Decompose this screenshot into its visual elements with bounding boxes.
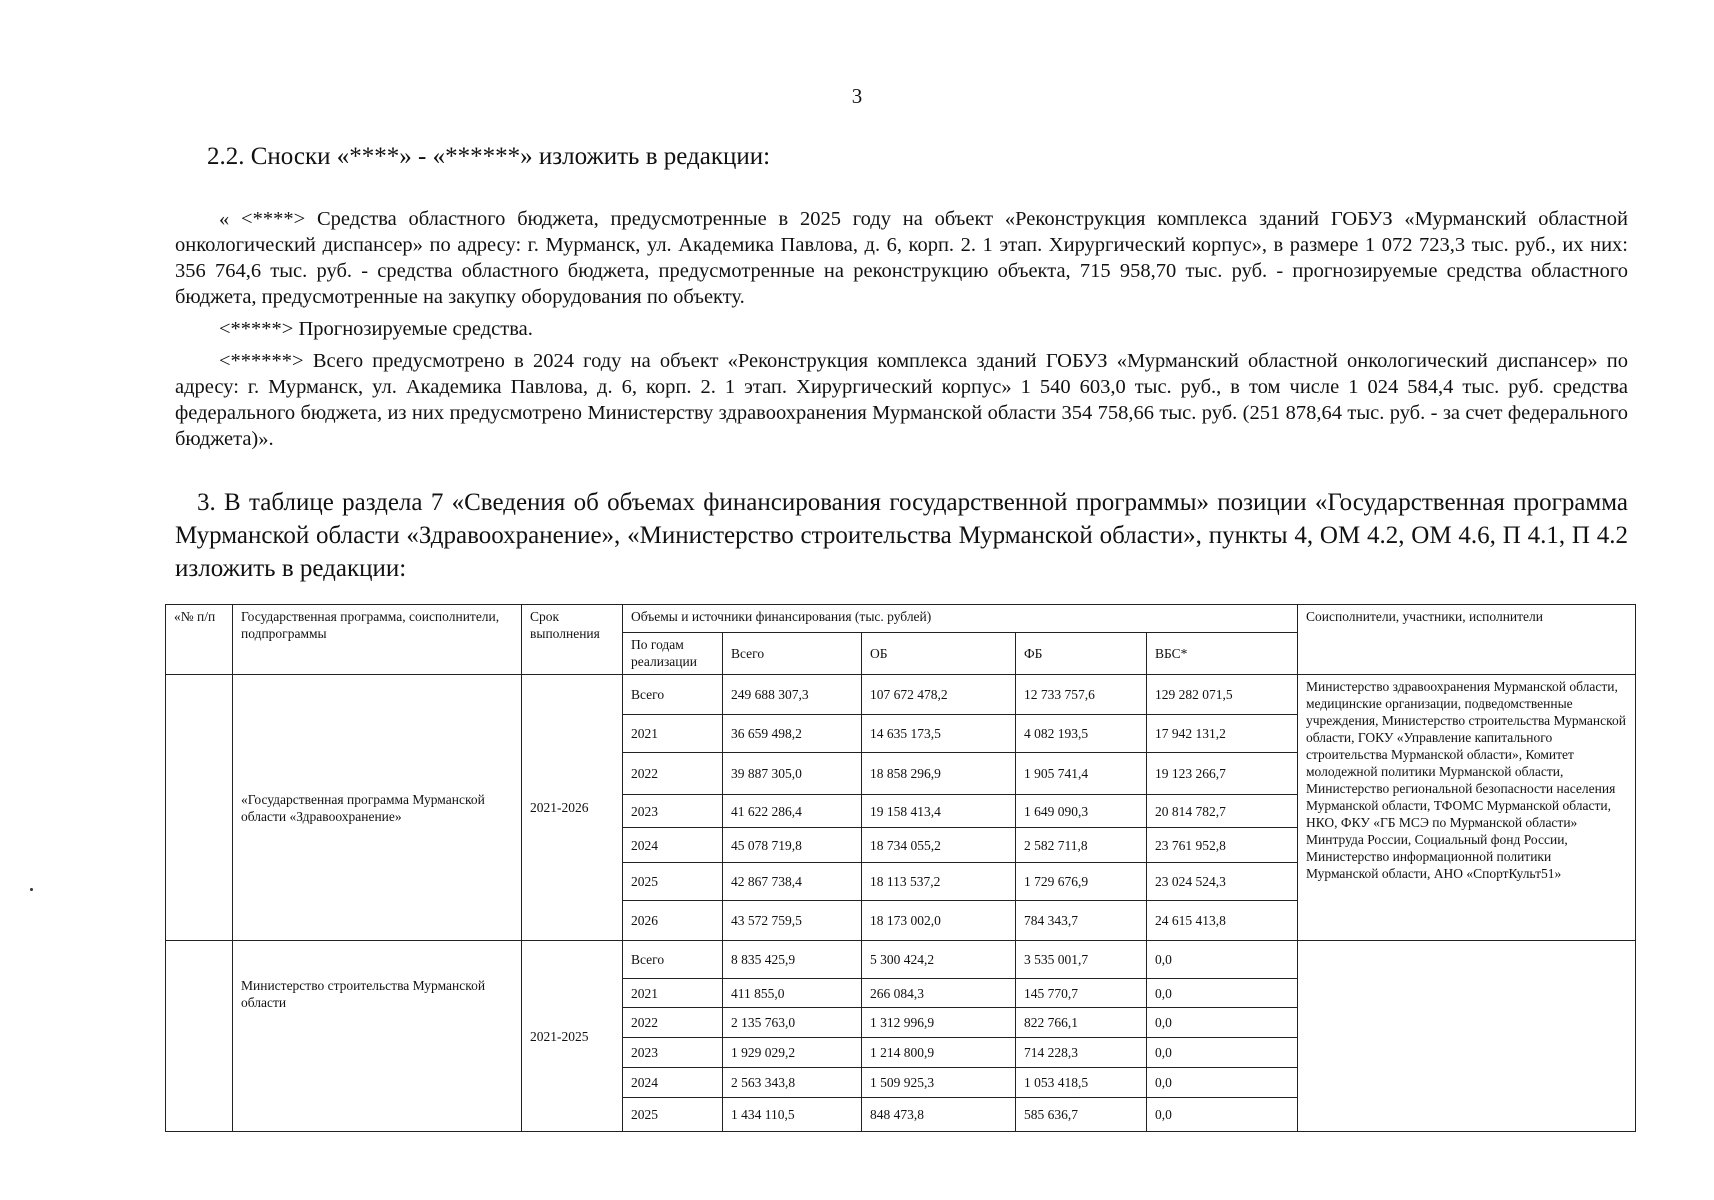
- year-cell: 2023: [623, 795, 723, 828]
- total-cell: 45 078 719,8: [723, 828, 862, 863]
- total-cell: 1 434 110,5: [723, 1098, 862, 1132]
- year-cell: Всего: [623, 941, 723, 979]
- ob-cell: 1 312 996,9: [862, 1008, 1016, 1038]
- total-cell: 42 867 738,4: [723, 863, 862, 901]
- vbs-cell: 0,0: [1147, 1068, 1298, 1098]
- vbs-cell: 129 282 071,5: [1147, 675, 1298, 715]
- block2-term: 2021-2025: [522, 941, 623, 1132]
- total-cell: 8 835 425,9: [723, 941, 862, 979]
- year-cell: 2024: [623, 1068, 723, 1098]
- fb-cell: 1 905 741,4: [1016, 753, 1147, 795]
- ob-cell: 5 300 424,2: [862, 941, 1016, 979]
- total-cell: 43 572 759,5: [723, 901, 862, 941]
- block2-num: [166, 941, 233, 1132]
- section-2-2-heading: 2.2. Сноски «****» - «******» изложить в редакции:: [207, 143, 771, 170]
- fb-cell: 2 582 711,8: [1016, 828, 1147, 863]
- ob-cell: 1 509 925,3: [862, 1068, 1016, 1098]
- vbs-cell: 23 761 952,8: [1147, 828, 1298, 863]
- fb-cell: 12 733 757,6: [1016, 675, 1147, 715]
- footnote-6: <******> Всего предусмотрено в 2024 году на объект «Реконструкция комплекса зданий ГОБУЗ «Мурманский областной онкологический диспансер» по адресу: г. Мурманск, ул. Академика Павлова, д. 6, корп. 2. 1 этап. Хирургический корпус» 1 540 603,0 тыс. руб., в том числе 1 024 584,4 тыс. руб. средства федерального бюджета, из них предусмотрено Министерству здравоохранения Мурманской области 354 758,66 тыс. руб. (251 878,64 тыс. руб. - за счет федерального бюджета)».: [175, 350, 1628, 450]
- ob-cell: 18 113 537,2: [862, 863, 1016, 901]
- year-cell: 2024: [623, 828, 723, 863]
- block1-program: «Государственная программа Мурманской области «Здравоохранение»: [233, 675, 522, 941]
- fb-cell: 3 535 001,7: [1016, 941, 1147, 979]
- ob-cell: 266 084,3: [862, 979, 1016, 1008]
- fb-cell: 1 729 676,9: [1016, 863, 1147, 901]
- ob-cell: 14 635 173,5: [862, 715, 1016, 753]
- vbs-cell: 19 123 266,7: [1147, 753, 1298, 795]
- total-cell: 41 622 286,4: [723, 795, 862, 828]
- block2-program: Министерство строительства Мурманской области: [233, 941, 522, 1132]
- vbs-cell: 24 615 413,8: [1147, 901, 1298, 941]
- header-program: Государственная программа, соисполнители, подпрограммы: [233, 605, 522, 675]
- table-row: [166, 675, 1636, 715]
- year-cell: 2026: [623, 901, 723, 941]
- page-number: 3: [851, 84, 863, 108]
- total-cell: 411 855,0: [723, 979, 862, 1008]
- year-cell: 2025: [623, 863, 723, 901]
- year-cell: 2022: [623, 1008, 723, 1038]
- fb-cell: 784 343,7: [1016, 901, 1147, 941]
- footnote-5: <*****> Прогнозируемые средства.: [219, 318, 533, 340]
- ob-cell: 1 214 800,9: [862, 1038, 1016, 1068]
- vbs-cell: 17 942 131,2: [1147, 715, 1298, 753]
- ob-cell: 19 158 413,4: [862, 795, 1016, 828]
- header-executors: Соисполнители, участники, исполнители: [1298, 605, 1636, 675]
- year-cell: 2022: [623, 753, 723, 795]
- vbs-cell: 0,0: [1147, 1008, 1298, 1038]
- table-header-row: [166, 605, 1636, 633]
- header-fb: ФБ: [1016, 633, 1147, 675]
- fb-cell: 145 770,7: [1016, 979, 1147, 1008]
- total-cell: 249 688 307,3: [723, 675, 862, 715]
- ob-cell: 18 173 002,0: [862, 901, 1016, 941]
- year-cell: 2021: [623, 979, 723, 1008]
- header-financing: Объемы и источники финансирования (тыс. рублей): [623, 605, 1298, 633]
- total-cell: 1 929 029,2: [723, 1038, 862, 1068]
- header-total: Всего: [723, 633, 862, 675]
- total-cell: 2 563 343,8: [723, 1068, 862, 1098]
- fb-cell: 585 636,7: [1016, 1098, 1147, 1132]
- year-cell: 2021: [623, 715, 723, 753]
- total-cell: 39 887 305,0: [723, 753, 862, 795]
- header-by-year: По годам реализации: [623, 633, 723, 675]
- block1-term: 2021-2026: [522, 675, 623, 941]
- fb-cell: 4 082 193,5: [1016, 715, 1147, 753]
- year-cell: 2025: [623, 1098, 723, 1132]
- total-cell: 2 135 763,0: [723, 1008, 862, 1038]
- financing-table: [165, 604, 1636, 1132]
- fb-cell: 714 228,3: [1016, 1038, 1147, 1068]
- section-3-text: 3. В таблице раздела 7 «Сведения об объемах финансирования государственной программы» позиции «Государственная программа Мурманской области «Здравоохранение», «Министерство строительства Мурманской области», пункты 4, ОМ 4.2, ОМ 4.6, П 4.1, П 4.2 изложить в редакции:: [175, 489, 1628, 582]
- header-vbs: ВБС*: [1147, 633, 1298, 675]
- vbs-cell: 23 024 524,3: [1147, 863, 1298, 901]
- ob-cell: 107 672 478,2: [862, 675, 1016, 715]
- block1-num: [166, 675, 233, 941]
- header-ob: ОБ: [862, 633, 1016, 675]
- vbs-cell: 0,0: [1147, 1098, 1298, 1132]
- section-3: [175, 486, 1628, 585]
- year-cell: 2023: [623, 1038, 723, 1068]
- vbs-cell: 20 814 782,7: [1147, 795, 1298, 828]
- ob-cell: 848 473,8: [862, 1098, 1016, 1132]
- footnotes-block: [175, 206, 1628, 452]
- vbs-cell: 0,0: [1147, 1038, 1298, 1068]
- block2-executors: [1298, 941, 1636, 1132]
- scan-speck: [30, 888, 33, 891]
- year-cell: Всего: [623, 675, 723, 715]
- vbs-cell: 0,0: [1147, 979, 1298, 1008]
- fb-cell: 1 053 418,5: [1016, 1068, 1147, 1098]
- vbs-cell: 0,0: [1147, 941, 1298, 979]
- fb-cell: 1 649 090,3: [1016, 795, 1147, 828]
- header-num: «№ п/п: [166, 605, 233, 675]
- footnote-4: « <****> Средства областного бюджета, предусмотренные в 2025 году на объект «Реконструкция комплекса зданий ГОБУЗ «Мурманский областной онкологический диспансер» по адресу: г. Мурманск, ул. Академика Павлова, д. 6, корп. 2. 1 этап. Хирургический корпус», в размере 1 072 723,3 тыс. руб., их них: 356 764,6 тыс. руб. - средства областного бюджета, предусмотренные на реконструкцию объекта, 715 958,70 тыс. руб. - прогнозируемые средства областного бюджета, предусмотренные на закупку оборудования по объекту.: [175, 208, 1628, 308]
- ob-cell: 18 734 055,2: [862, 828, 1016, 863]
- total-cell: 36 659 498,2: [723, 715, 862, 753]
- ob-cell: 18 858 296,9: [862, 753, 1016, 795]
- header-term: Срок выполнения: [522, 605, 623, 675]
- table-row: [166, 941, 1636, 979]
- block1-executors: Министерство здравоохранения Мурманской области, медицинские организации, подведомственные учреждения, Министерство строительства Мурманской области, ГОКУ «Управление капитального строительства Мурманской области», Комитет молодежной политики Мурманской области, Министерство региональной безопасности населения Мурманской области, ТФОМС Мурманской области, НКО, ФКУ «ГБ МСЭ по Мурманской области» Минтруда России, Социальный фонд России, Министерство информационной политики Мурманской области, АНО «СпортКульт51»: [1298, 675, 1636, 941]
- fb-cell: 822 766,1: [1016, 1008, 1147, 1038]
